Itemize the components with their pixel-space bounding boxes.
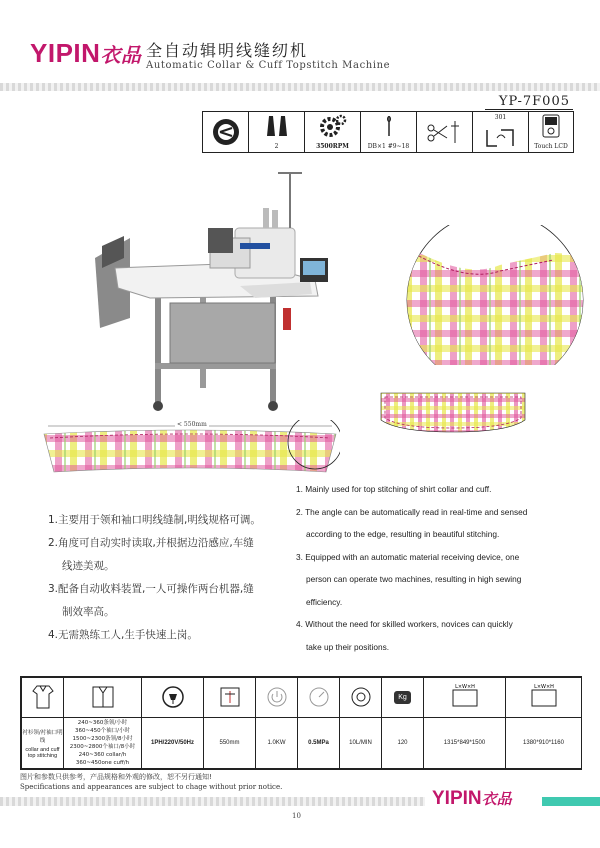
feature-cn-2-cont: 线迹美观。 <box>62 560 115 572</box>
pressure-gauge-icon-cell <box>298 678 340 718</box>
gear-icon <box>319 114 347 138</box>
thread-spool-icon <box>263 114 291 138</box>
long-cuff-image <box>40 420 340 478</box>
needle-icon <box>379 114 399 138</box>
needle-count-cell <box>249 112 305 152</box>
weight-value: 120 <box>382 718 424 769</box>
package-dimension-icon-cell <box>506 678 582 718</box>
header-stripe <box>0 83 600 91</box>
output-line-3: 1500~2300条领/8小时 <box>72 736 133 742</box>
brand-logo <box>30 38 141 69</box>
stitch-length-icon <box>218 685 242 709</box>
machine-dimension-icon-cell <box>424 678 506 718</box>
cuff-length-label: < 550mm <box>177 421 207 428</box>
brand-name-cn: 衣品 <box>100 43 142 67</box>
package-box-icon <box>520 684 568 710</box>
needle-type-cell <box>361 112 417 152</box>
svg-text:L×W×H: L×W×H <box>533 683 554 690</box>
page-number: 10 <box>292 812 301 820</box>
feature-cn-4: 4.无需熟练工人,生手快速上岗。 <box>48 629 198 641</box>
svg-text:L×W×H: L×W×H <box>454 683 475 690</box>
sewing-machine-image <box>90 168 330 413</box>
scissors-cell <box>417 112 473 152</box>
air-value: 10L/MIN <box>340 718 382 769</box>
cuff-image-right <box>378 390 528 435</box>
feature-en-1: 1. Mainly used for top stitching of shirt collar and cuff. <box>296 484 492 494</box>
feature-en-3-cont2: efficiency. <box>306 596 343 607</box>
feature-cn-3: 3.配备自动收料装置,一人可操作两台机器,缝 <box>48 583 254 595</box>
feature-en-3-cont: person can operate two machines, resulting in high sewing <box>306 574 522 584</box>
features-en <box>296 484 576 664</box>
model-underline <box>485 109 573 110</box>
feature-en-4-cont: take up their positions. <box>306 641 390 652</box>
footer-brand-name: YIPIN <box>432 788 482 809</box>
output-line-6: 360~450one cuff/h <box>75 760 130 766</box>
product-title-en: Automatic Collar & Cuff Topstitch Machine <box>146 60 391 71</box>
feature-cn-3-cont: 制效率高。 <box>62 606 115 618</box>
output-cell <box>64 718 142 769</box>
touch-lcd-cell <box>529 112 573 152</box>
touch-screen-icon <box>542 114 560 138</box>
needle-type: DB×1 #9~18 <box>367 143 410 150</box>
feature-cn-1: 1.主要用于领和袖口明线缝制,明线规格可调。 <box>48 514 261 526</box>
bottom-spec-table <box>20 676 582 770</box>
thread-cutter-icon <box>203 112 249 152</box>
output-line-4: 2300~2800个袖口/8小时 <box>69 744 136 750</box>
weight-icon-cell <box>382 678 424 718</box>
output-line-1: 240~360条领/小时 <box>77 720 128 726</box>
machine-box-icon <box>441 684 489 710</box>
product-cn: 衬衫领/衬袖口明线 <box>22 729 63 744</box>
long-cuff-figure <box>40 420 340 478</box>
footer-stripe <box>0 797 425 806</box>
footer-accent-bar <box>542 797 600 806</box>
pressure-value: 0.5MPa <box>298 718 340 769</box>
air-flow-icon <box>350 686 372 708</box>
pressure-gauge-icon <box>308 686 330 708</box>
stitch-type-code: 301 <box>494 114 507 121</box>
stitch-type-cell <box>473 112 529 152</box>
length-value: 550mm <box>204 718 256 769</box>
footer-brand-name-cn: 衣品 <box>481 790 512 808</box>
shirt-icon-cell <box>22 678 64 718</box>
footer-brand-logo <box>432 788 512 810</box>
power-plug-icon-cell <box>142 678 204 718</box>
disclaimer-en: Specifications and appearances are subject to chage without prior notice. <box>20 783 283 791</box>
machine-size-value: 1315*849*1500 <box>424 718 506 769</box>
brand-name: YIPIN <box>30 38 101 68</box>
product-title-cn: 全自动辑明线缝纫机 <box>146 41 309 60</box>
feature-en-2: 2. The angle can be automatically read in real-time and sensed <box>296 506 528 517</box>
collar-stitch-closeup <box>405 225 590 365</box>
speed-cell <box>305 112 361 152</box>
folded-shirt-icon <box>90 684 116 710</box>
package-size-value: 1380*910*1160 <box>506 718 582 769</box>
feature-en-2-cont: according to the edge, resulting in beautiful stitching. <box>306 529 500 539</box>
disclaimer-cn: 图片和参数只供参考，产品规格和外观的修改，恕不另行通知! <box>20 773 212 781</box>
feature-cn-2: 2.角度可自动实时读取,并根据边沿感应,车缝 <box>48 537 254 549</box>
features-cn <box>48 510 288 648</box>
output-line-5: 240~360 collar/h <box>78 752 127 758</box>
feature-en-3: 3. Equipped with an automatic material receiving device, one <box>296 551 520 562</box>
model-number: YP-7F005 <box>498 94 570 109</box>
needle-count: 2 <box>274 143 279 150</box>
max-speed: 3500RPM <box>316 143 349 150</box>
weight-icon: Kg <box>394 691 411 704</box>
top-spec-strip <box>202 111 574 153</box>
air-consumption-icon-cell <box>340 678 382 718</box>
lockstitch-icon <box>483 126 519 150</box>
power-value: 1PH/220V/50Hz <box>142 718 204 769</box>
shirt-icon <box>31 684 55 710</box>
kw-value: 1.0KW <box>256 718 298 769</box>
power-plug-icon <box>161 685 185 709</box>
product-cell <box>22 718 64 769</box>
power-button-icon-cell <box>256 678 298 718</box>
touch-lcd-label: Touch LCD <box>534 143 568 150</box>
feature-en-4: 4. Without the need for skilled workers, novices can quickly <box>296 619 513 629</box>
power-button-icon <box>266 686 288 708</box>
output-line-2: 360~450个袖口/小时 <box>75 728 130 734</box>
folded-shirt-icon-cell <box>64 678 142 718</box>
scissors-icon <box>425 118 465 146</box>
product-en: collar and cuff top stitching <box>25 746 60 759</box>
stitch-length-icon-cell <box>204 678 256 718</box>
